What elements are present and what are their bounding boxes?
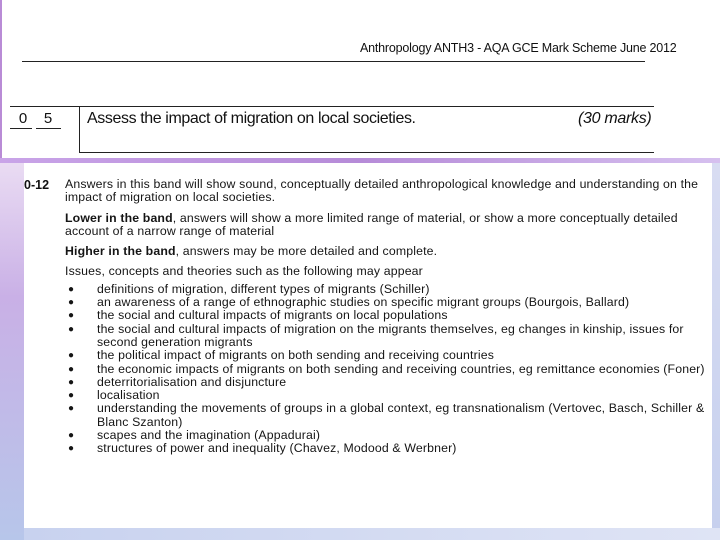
bullet-icon: ● [68,310,75,322]
issues-intro: Issues, concepts and theories such as the following may appear [65,264,423,279]
list-item: ● localisation [68,388,160,403]
bullet-icon: ● [68,443,75,455]
band-higher-text: , answers may be more detailed and complete. [175,244,438,259]
bullet-icon: ● [68,376,75,388]
bullet-icon: ● [68,363,75,375]
question-top-rule [10,106,654,107]
band-mark-range: 0-12 [24,178,50,192]
question-box-left-border [79,106,80,153]
bullet-icon: ● [68,283,75,295]
list-item: ● structures of power and inequality (Chavez, Modood & Werbner) [68,441,457,456]
slide-left-border [0,0,2,160]
bullet-icon: ● [68,350,75,362]
question-number-underline-1 [10,128,32,129]
question-number-underline-2 [36,128,61,129]
list-item: ● the political impact of migrants on both sending and receiving countries [68,348,495,363]
list-item: ● scapes and the imagination (Appadurai) [68,428,321,443]
question-text: Assess the impact of migration on local societies. [87,110,416,127]
issues-list [65,283,705,456]
mark-scheme-header-panel [0,0,720,160]
question-bottom-rule [79,152,654,153]
bullet-icon: ● [68,430,75,442]
band-lower-label: Lower in the band [65,210,173,225]
question-marks: (30 marks) [578,110,652,127]
bullet-icon: ● [68,297,75,309]
band-lower-text: , answers will show a more limited range of material, or show a more conceptually detailed account of a narrow range of material [65,210,678,238]
list-item: ● the social and cultural impacts of migration on the migrants themselves, eg changes in kinship, issues for second generation migrants [68,321,684,349]
list-item: ● deterritorialisation and disjuncture [68,374,287,389]
question-number-digit-1: 0 [18,110,28,127]
question-number-digit-2: 5 [43,110,53,127]
bullet-icon: ● [68,323,75,335]
band-intro: Answers in this band will show sound, conceptually detailed anthropological knowledge and understanding on the impact of migration on local societies. [65,177,699,205]
band-lower [65,212,705,239]
slide-bottom-edge [24,528,720,540]
list-item: ● an awareness of a range of ethnographic studies on specific migrant groups (Bourgois, Ballard) [68,295,630,310]
band-descriptor [65,178,705,456]
header-rule [22,61,645,62]
document-header-title: Anthropology ANTH3 - AQA GCE Mark Scheme June 2012 [360,41,677,55]
band-higher [65,245,705,258]
band-higher-label: Higher in the band [65,244,176,259]
list-item: ● definitions of migration, different types of migrants (Schiller) [68,281,430,296]
list-item: ● the economic impacts of migrants on both sending and receiving countries, eg remittance economies (Foner) [68,361,705,376]
bullet-icon: ● [68,390,75,402]
bullet-icon: ● [68,403,75,415]
slide-right-edge [712,163,720,540]
list-item: ● the social and cultural impacts of migrants on local populations [68,308,448,323]
list-item: ● understanding the movements of groups in a global context, eg transnationalism (Vertovec, Basch, Schiller & Blanc Szanton) [68,401,705,429]
